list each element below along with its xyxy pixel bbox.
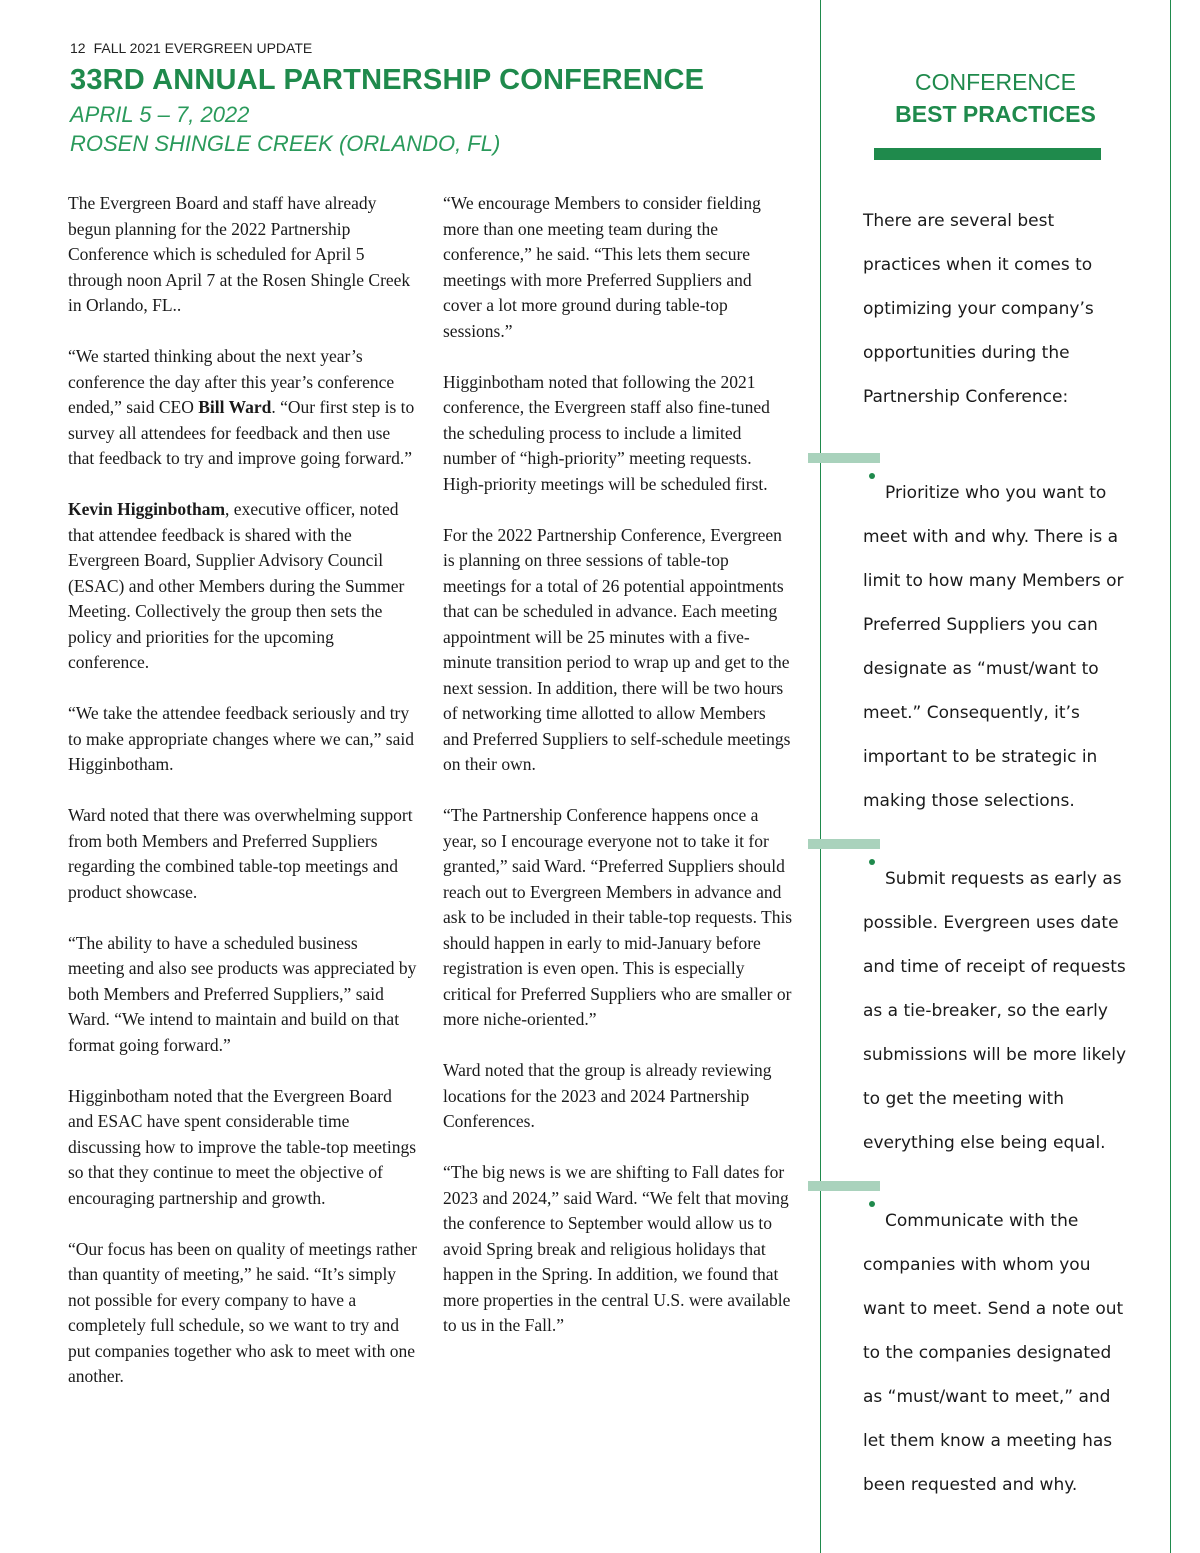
paragraph: [68, 344, 418, 472]
paragraph: For the 2022 Partnership Conference, Evergreen is planning on three sessions of table-top meetings for a total of 26 potential appointments that can be scheduled in advance. Each meeting appointment will be 25 minutes with a five-minute transition period to wrap up and get to the next session. In addition, there will be two hours of networking time allotted to allow Members and Preferred Suppliers to self-schedule meetings on their own.: [443, 524, 791, 774]
sidebar-title-line-1: CONFERENCE: [914, 69, 1076, 95]
paragraph: “We encourage Members to consider fielding more than one meeting team during the conference,” he said. “This lets them secure meetings with more Preferred Suppliers and cover a lot more ground during table-top sessions.”: [443, 193, 761, 341]
paragraph: Higginbotham noted that following the 2021 conference, the Evergreen staff also fine-tuned the scheduling process to include a limited number of “high-priority” meeting requests. High-priority meetings will be scheduled first.: [443, 371, 770, 494]
article-title: 33RD ANNUAL PARTNERSHIP CONFERENCE: [70, 64, 705, 96]
paragraph: “Our focus has been on quality of meetings rather than quantity of meeting,” he said. “It’s simply not possible for every company to have a completely full schedule, so we want to try and put companies together who ask to meet with one another.: [68, 1238, 417, 1386]
paragraph: “The Partnership Conference happens once a year, so I encourage everyone not to take it for granted,” said Ward. “Preferred Suppliers should reach out to Evergreen Members in advance and ask to be included in their table-top requests. This should happen in early to mid-January before registration is even open. This is especially critical for Preferred Suppliers who are smaller or more niche-oriented.”: [443, 805, 793, 1029]
paragraph: “The ability to have a scheduled business meeting and also see products was appreciated by both Members and Preferred Suppliers,” said Ward. “We intend to maintain and build on that format going forward.”: [68, 932, 417, 1055]
person-name: Bill Ward: [198, 397, 272, 417]
paragraph-text: . “Our first step is to survey all attendees for feedback and then use that feedback to try and improve going forward.”: [68, 397, 415, 468]
person-name: Kevin Higginbotham: [68, 499, 226, 519]
sidebar-right-rule: [1170, 0, 1171, 1553]
paragraph-text: , executive officer, noted that attendee feedback is shared with the Evergreen Board, Supplier Advisory Council (ESAC) and other Members during the Summer Meeting. Collectively the group then sets the policy and priorities for the upcoming conference.: [68, 499, 405, 672]
article-column-1: [68, 191, 418, 1415]
bullet-marker-bar: [808, 1181, 880, 1191]
tip-text: Prioritize who you want to meet with and why. There is a limit to how many Members or Preferred Suppliers you can designate as “must/want to meet.” Consequently, it’s important to be strategic in making those selections.: [863, 483, 1124, 811]
paragraph: The Evergreen Board and staff have already begun planning for the 2022 Partnership Conference which is scheduled for April 5 through noon April 7 at the Rosen Shingle Creek in Orlando, FL..: [68, 193, 411, 315]
publication-name: FALL 2021 EVERGREEN UPDATE: [93, 40, 313, 56]
page-number: 12: [70, 40, 86, 56]
sidebar-title-bar: [874, 148, 1101, 160]
bullet-marker-bar: [808, 839, 880, 849]
bullet-marker-bar: [808, 453, 880, 463]
article-dates: APRIL 5 – 7, 2022: [70, 102, 250, 127]
tip-text: Communicate with the companies with whom you want to meet. Send a note out to the companies designated as “must/want to meet,” and let them know a meeting has been requested and why.: [863, 1211, 1124, 1495]
page-header: [70, 40, 312, 56]
article-column-2: [443, 191, 793, 1364]
paragraph: “The big news is we are shifting to Fall dates for 2023 and 2024,” said Ward. “We felt that moving the conference to September would allow us to avoid Spring break and religious holidays that happen in the Spring. In addition, we found that more properties in the central U.S. were available to us in the Fall.”: [443, 1162, 791, 1335]
paragraph: Ward noted that there was overwhelming support from both Members and Preferred Suppliers regarding the combined table-top meetings and product showcase.: [68, 805, 413, 902]
sidebar-intro: There are several best practices when it comes to optimizing your company’s opportunities during the Partnership Conference:: [863, 211, 1094, 407]
sidebar-tip: [863, 471, 1133, 823]
sidebar-tip: [863, 1199, 1133, 1507]
tip-text: Submit requests as early as possible. Evergreen uses date and time of receipt of requests as a tie-breaker, so the early submissions will be more likely to get the meeting with everything else being equal.: [863, 869, 1127, 1153]
paragraph: [68, 497, 418, 676]
article-venue: ROSEN SHINGLE CREEK (ORLANDO, FL): [70, 131, 501, 156]
paragraph-text: “We started thinking about the next year’s conference the day after this year’s conference ended,” said CEO: [68, 346, 395, 417]
paragraph: Higginbotham noted that the Evergreen Board and ESAC have spent considerable time discussing how to improve the table-top meetings so that they continue to meet the objective of encouraging partnership and growth.: [68, 1085, 417, 1208]
sidebar-left-rule: [820, 0, 821, 1553]
paragraph: “We take the attendee feedback seriously and try to make appropriate changes where we can,” said Higginbotham.: [68, 703, 414, 774]
sidebar-title-line-2: BEST PRACTICES: [895, 101, 1096, 127]
sidebar-tip: [863, 857, 1133, 1165]
paragraph: Ward noted that the group is already reviewing locations for the 2023 and 2024 Partnership Conferences.: [443, 1060, 772, 1131]
